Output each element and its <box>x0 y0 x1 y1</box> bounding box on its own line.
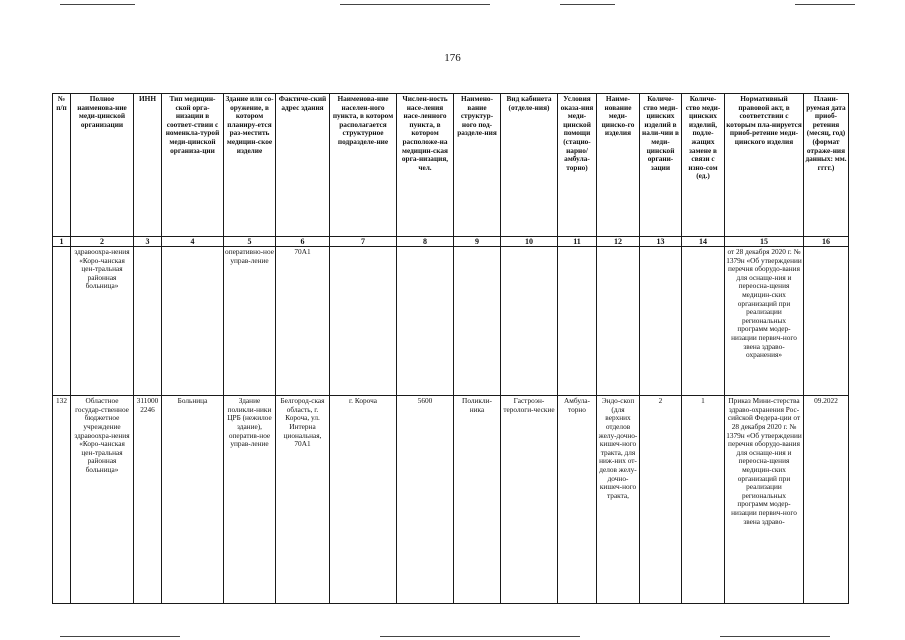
cell-org-type: Больница <box>162 396 224 604</box>
column-number: 12 <box>597 237 640 247</box>
column-number: 11 <box>558 237 597 247</box>
header-cell-device-count: Количе-ство меди-цинских изделий в нали-чии в меди-цинской органи-зации <box>640 94 682 237</box>
scan-edge-bottom-1 <box>60 636 180 637</box>
header-cell-purchase-date: Плани-руемая дата приоб-ретения (месяц, год) (формат отраже-ния данных: мм. гггг.) <box>804 94 849 237</box>
cell-replace-count <box>682 247 725 396</box>
cell-device-count: 2 <box>640 396 682 604</box>
cell-device-count <box>640 247 682 396</box>
cell-settlement <box>330 247 397 396</box>
cell-replace-count: 1 <box>682 396 725 604</box>
header-cell-settlement: Наименова-ние населен-ного пункта, в котором располагается структурное подразделе-ние <box>330 94 397 237</box>
column-number-row <box>53 237 849 247</box>
column-number: 1 <box>53 237 71 247</box>
cell-inn: 3110002246 <box>134 396 162 604</box>
scan-edge-top-1 <box>60 4 135 5</box>
header-cell-subdivision: Наимено-вание структур-ного под-разделе-ния <box>454 94 501 237</box>
cell-legal-act: от 28 декабря 2020 г. № 1379н «Об утверждении перечня оборудо-вания для оснаще-ния и переосна-щения медицин-ских организаций при реализации региональных программ модер-низации первич-ного звена здраво-охранения» <box>725 247 804 396</box>
scan-edge-top-2 <box>340 4 490 5</box>
header-cell-room-type: Вид кабинета (отделе-ния) <box>501 94 558 237</box>
cell-address: Белгород-ская область, г. Короча, ул. Интерна циональная, 70А1 <box>276 396 330 604</box>
cell-room-type <box>501 247 558 396</box>
cell-number: 132 <box>53 396 71 604</box>
scan-edge-bottom-3 <box>720 636 830 637</box>
header-cell-org-type: Тип медицин-ской орга-низации в соответ-ствии с номенкла-турой меди-цинской организа-ции <box>162 94 224 237</box>
equipment-table <box>52 93 849 604</box>
cell-device-name: Эндо-скоп (для верхних отделов желу-дочно-кишеч-ного тракта, для ниж-них от-делов желу-дочно-кишеч-ного тракта, <box>597 396 640 604</box>
header-cell-legal-act: Нормативный правовой акт, в соответствии с которым пла-нируется приоб-ретение меди-цинского изделия <box>725 94 804 237</box>
cell-subdivision: Поликли-ника <box>454 396 501 604</box>
column-number: 10 <box>501 237 558 247</box>
table-row-132 <box>53 396 849 604</box>
cell-address: 70А1 <box>276 247 330 396</box>
column-number: 3 <box>134 237 162 247</box>
column-number: 13 <box>640 237 682 247</box>
cell-org-type <box>162 247 224 396</box>
column-number: 16 <box>804 237 849 247</box>
header-cell-replace-count: Количе-ство меди-цинских изделий, подле-жащих замене в связи с изно-сом (ед.) <box>682 94 725 237</box>
header-cell-care-conditions: Условия оказа-ния меди-цинской помощи (стацио-нарно/ амбула-торно) <box>558 94 597 237</box>
cell-number <box>53 247 71 396</box>
cell-subdivision <box>454 247 501 396</box>
table-row-continuation <box>53 247 849 396</box>
cell-inn <box>134 247 162 396</box>
page-number: 176 <box>444 52 461 64</box>
cell-purchase-date: 09.2022 <box>804 396 849 604</box>
cell-building: Здание поликли-ники ЦРБ (нежилое здание), оператив-ное управ-ление <box>224 396 276 604</box>
column-number: 5 <box>224 237 276 247</box>
cell-legal-act: Приказ Мини-стерства здраво-охранения Рос-сийской Федера-ции от 28 декабря 2020 г. № 1379н «Об утверждении перечня оборудо-вания для оснаще-ния и переосна-щения медицин-ских организаций при реализации региональных программ модер-низации первич-ного звена здраво- <box>725 396 804 604</box>
cell-population: 5600 <box>397 396 454 604</box>
cell-device-name <box>597 247 640 396</box>
cell-building: оперативно-ное управ-ление <box>224 247 276 396</box>
cell-org-name: здравоохра-нения «Коро-чанская цен-тральная районная больница» <box>71 247 134 396</box>
column-number: 4 <box>162 237 224 247</box>
header-row <box>53 94 849 237</box>
header-cell-device-name: Наиме-нование меди-цинско-го изделия <box>597 94 640 237</box>
header-cell-inn: ИНН <box>134 94 162 237</box>
column-number: 9 <box>454 237 501 247</box>
cell-care-conditions <box>558 247 597 396</box>
column-number: 6 <box>276 237 330 247</box>
cell-care-conditions: Амбула-торно <box>558 396 597 604</box>
cell-population <box>397 247 454 396</box>
column-number: 2 <box>71 237 134 247</box>
scan-edge-top-4 <box>795 4 855 5</box>
cell-org-name: Областное государ-ственное бюджетное учреждение здравоохра-нения «Коро-чанская цен-тральная районная больница» <box>71 396 134 604</box>
header-cell-building: Здание или со-оружение, в котором планиру-ется раз-местить медицин-ское изделие <box>224 94 276 237</box>
cell-settlement: г. Короча <box>330 396 397 604</box>
header-cell-number: № п/п <box>53 94 71 237</box>
column-number: 7 <box>330 237 397 247</box>
header-cell-org-name: Полное наименова-ние меди-цинской организации <box>71 94 134 237</box>
cell-room-type: Гастроэн-терологи-ческие <box>501 396 558 604</box>
column-number: 14 <box>682 237 725 247</box>
cell-purchase-date <box>804 247 849 396</box>
scan-edge-bottom-2 <box>380 636 580 637</box>
column-number: 15 <box>725 237 804 247</box>
scan-edge-top-3 <box>560 4 615 5</box>
header-cell-population: Числен-ность насе-ления насе-ленного пункта, в котором расположе-на медицин-ская орга-низация, чел. <box>397 94 454 237</box>
header-cell-address: Фактиче-ский адрес здания <box>276 94 330 237</box>
column-number: 8 <box>397 237 454 247</box>
